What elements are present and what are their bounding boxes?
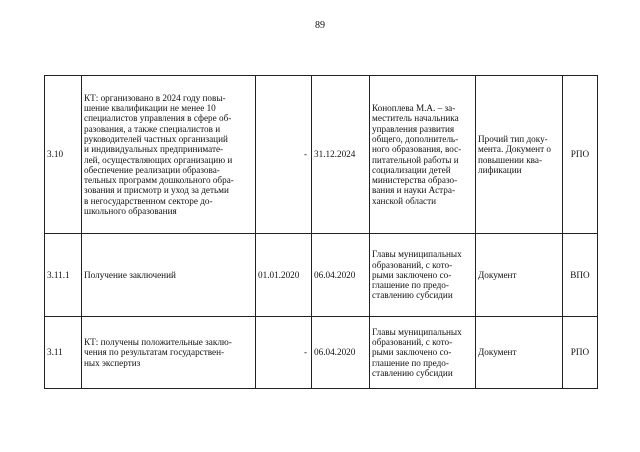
row-number: 3.11.1 (45, 234, 82, 317)
row-start-date: - (256, 76, 312, 234)
row-result: Документ (476, 234, 563, 317)
row-level: ВПО (563, 234, 598, 317)
row-name: Получение заключений (82, 234, 256, 317)
row-level: РПО (563, 317, 598, 389)
plan-table (44, 75, 598, 389)
table-row (45, 76, 598, 234)
row-number: 3.10 (45, 76, 82, 234)
row-end-date: 06.04.2020 (312, 317, 370, 389)
row-name: КТ: организовано в 2024 году повы- шение квалификации не менее 10 специалистов управления в сфере об- разования, а также специалистов и руководителей частных организаций и индивидуальных предпринимате- лей, осуществляющих организацию и обеспечение реализации образова- тельных программ дошкольного обра- зования и присмотр и уход за детьми в негосударственном секторе до- школьного образования (82, 76, 256, 234)
row-responsible: Главы муниципальных образований, с кото- рыми заключено со- глашение по предо- ставлению субсидии (370, 234, 476, 317)
table-row (45, 317, 598, 389)
row-responsible: Главы муниципальных образований, с кото- рыми заключено со- глашение по предо- ставлению субсидии (370, 317, 476, 389)
row-end-date: 31.12.2024 (312, 76, 370, 234)
row-responsible: Коноплева М.А. – за- меститель начальника управления развития общего, дополнитель- ного образования, вос- питательной работы и социализации детей министерства образо- вания и науки Астра- ханской области (370, 76, 476, 234)
row-number: 3.11 (45, 317, 82, 389)
row-level: РПО (563, 76, 598, 234)
row-start-date: 01.01.2020 (256, 234, 312, 317)
row-result: Прочий тип доку- мента. Документ о повышении ква- лификации (476, 76, 563, 234)
table-row (45, 234, 598, 317)
page-number: 89 (315, 20, 325, 31)
row-start-date: - (256, 317, 312, 389)
row-name: КТ: получены положительные заклю- чения по результатам государствен- ных экспертиз (82, 317, 256, 389)
row-end-date: 06.04.2020 (312, 234, 370, 317)
row-result: Документ (476, 317, 563, 389)
